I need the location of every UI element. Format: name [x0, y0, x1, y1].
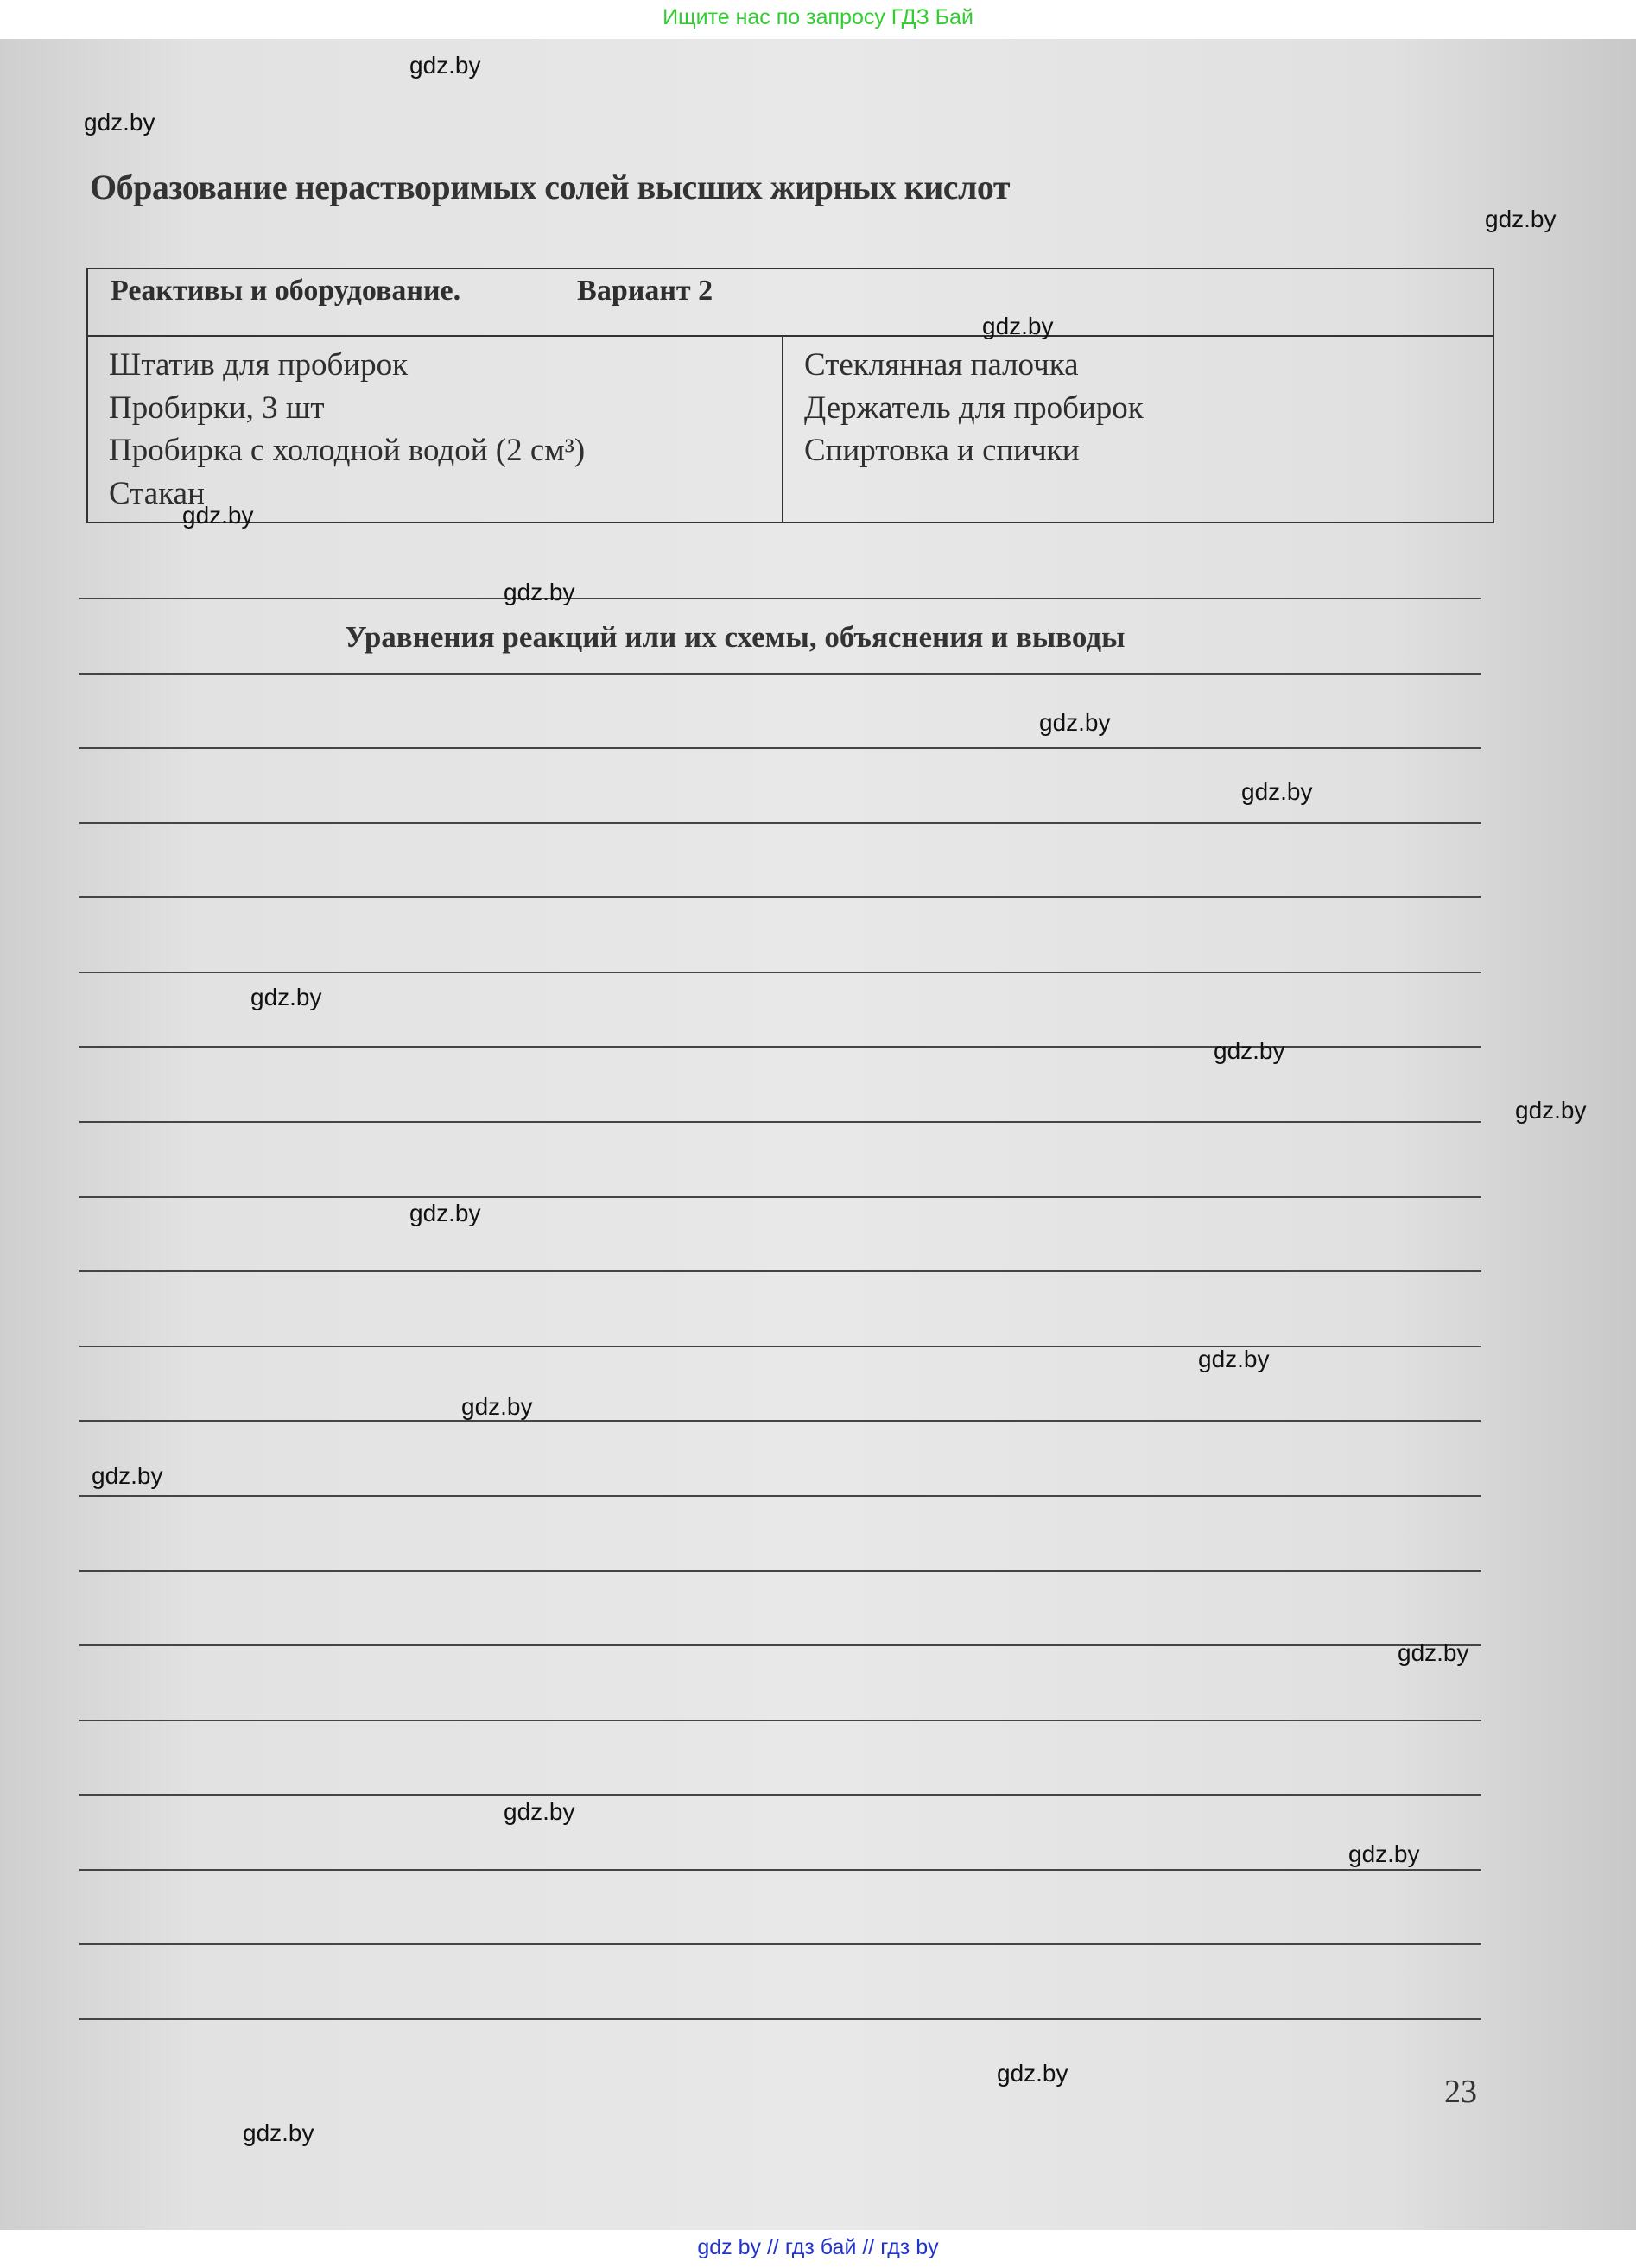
watermark: gdz.by: [182, 502, 254, 529]
page-number: 23: [1444, 2074, 1477, 2110]
answer-line: [79, 1794, 1481, 1796]
banner-link[interactable]: Ищите нас по запросу ГДЗ Бай: [663, 5, 973, 29]
watermark: gdz.by: [504, 579, 575, 605]
answer-line: [79, 2018, 1481, 2020]
equipment-item: Штатив для пробирок: [109, 347, 409, 383]
watermark: gdz.by: [461, 1393, 533, 1420]
watermark: gdz.by: [997, 2060, 1068, 2087]
equipment-table: [86, 268, 1494, 523]
answer-line: [79, 673, 1481, 675]
watermark: gdz.by: [1348, 1840, 1420, 1867]
top-banner: [0, 0, 1636, 39]
answer-line: [79, 1644, 1481, 1646]
answer-line: [79, 1869, 1481, 1871]
watermark: gdz.by: [982, 313, 1054, 339]
answer-line: [79, 822, 1481, 824]
answer-line: [79, 1346, 1481, 1347]
equipment-list-left: [87, 336, 783, 523]
answer-line: [79, 896, 1481, 898]
watermark: gdz.by: [1485, 206, 1557, 232]
answer-line: [79, 972, 1481, 973]
watermark: gdz.by: [1515, 1097, 1587, 1124]
equipment-item: Стакан: [109, 475, 205, 511]
equipment-item: Пробирки, 3 шт: [109, 390, 325, 426]
answer-line: [79, 1121, 1481, 1123]
watermark: gdz.by: [84, 109, 155, 136]
answer-line: [79, 598, 1481, 599]
variant-label: Вариант 2: [577, 275, 713, 307]
answer-line: [79, 747, 1481, 749]
watermark: gdz.by: [1214, 1037, 1285, 1064]
answer-line: [79, 1420, 1481, 1422]
answer-line: [79, 1570, 1481, 1572]
page-title: Образование нерастворимых солей высших жирных кислот: [90, 168, 1011, 206]
watermark: gdz.by: [504, 1798, 575, 1825]
answer-line: [79, 1495, 1481, 1497]
watermark: gdz.by: [243, 2119, 314, 2146]
watermark: gdz.by: [92, 1462, 163, 1489]
table-header: [87, 269, 1493, 336]
equipment-list-right: [783, 336, 1493, 523]
watermark: gdz.by: [250, 984, 322, 1010]
watermark: gdz.by: [1039, 709, 1111, 736]
watermark: gdz.by: [409, 1200, 481, 1226]
watermark: gdz.by: [1198, 1346, 1270, 1372]
equipment-item: Стеклянная палочка: [804, 347, 1079, 383]
answer-line: [79, 1270, 1481, 1272]
footer-link[interactable]: gdz by // гдз бай // гдз by: [697, 2235, 939, 2259]
equipment-item: Пробирка с холодной водой (2 см³): [109, 433, 586, 468]
equipment-item: Держатель для пробирок: [804, 390, 1144, 426]
equipment-item: Спиртовка и спички: [804, 433, 1080, 468]
answer-line: [79, 1196, 1481, 1198]
bottom-footer: [0, 2230, 1636, 2268]
section-heading: Уравнения реакций или их схемы, объяснения и выводы: [345, 620, 1126, 654]
watermark: gdz.by: [1398, 1639, 1469, 1666]
watermark: gdz.by: [1241, 778, 1313, 805]
answer-line: [79, 1943, 1481, 1945]
equipment-heading: Реактивы и оборудование.: [111, 275, 461, 307]
answer-line: [79, 1720, 1481, 1721]
watermark: gdz.by: [409, 52, 481, 79]
